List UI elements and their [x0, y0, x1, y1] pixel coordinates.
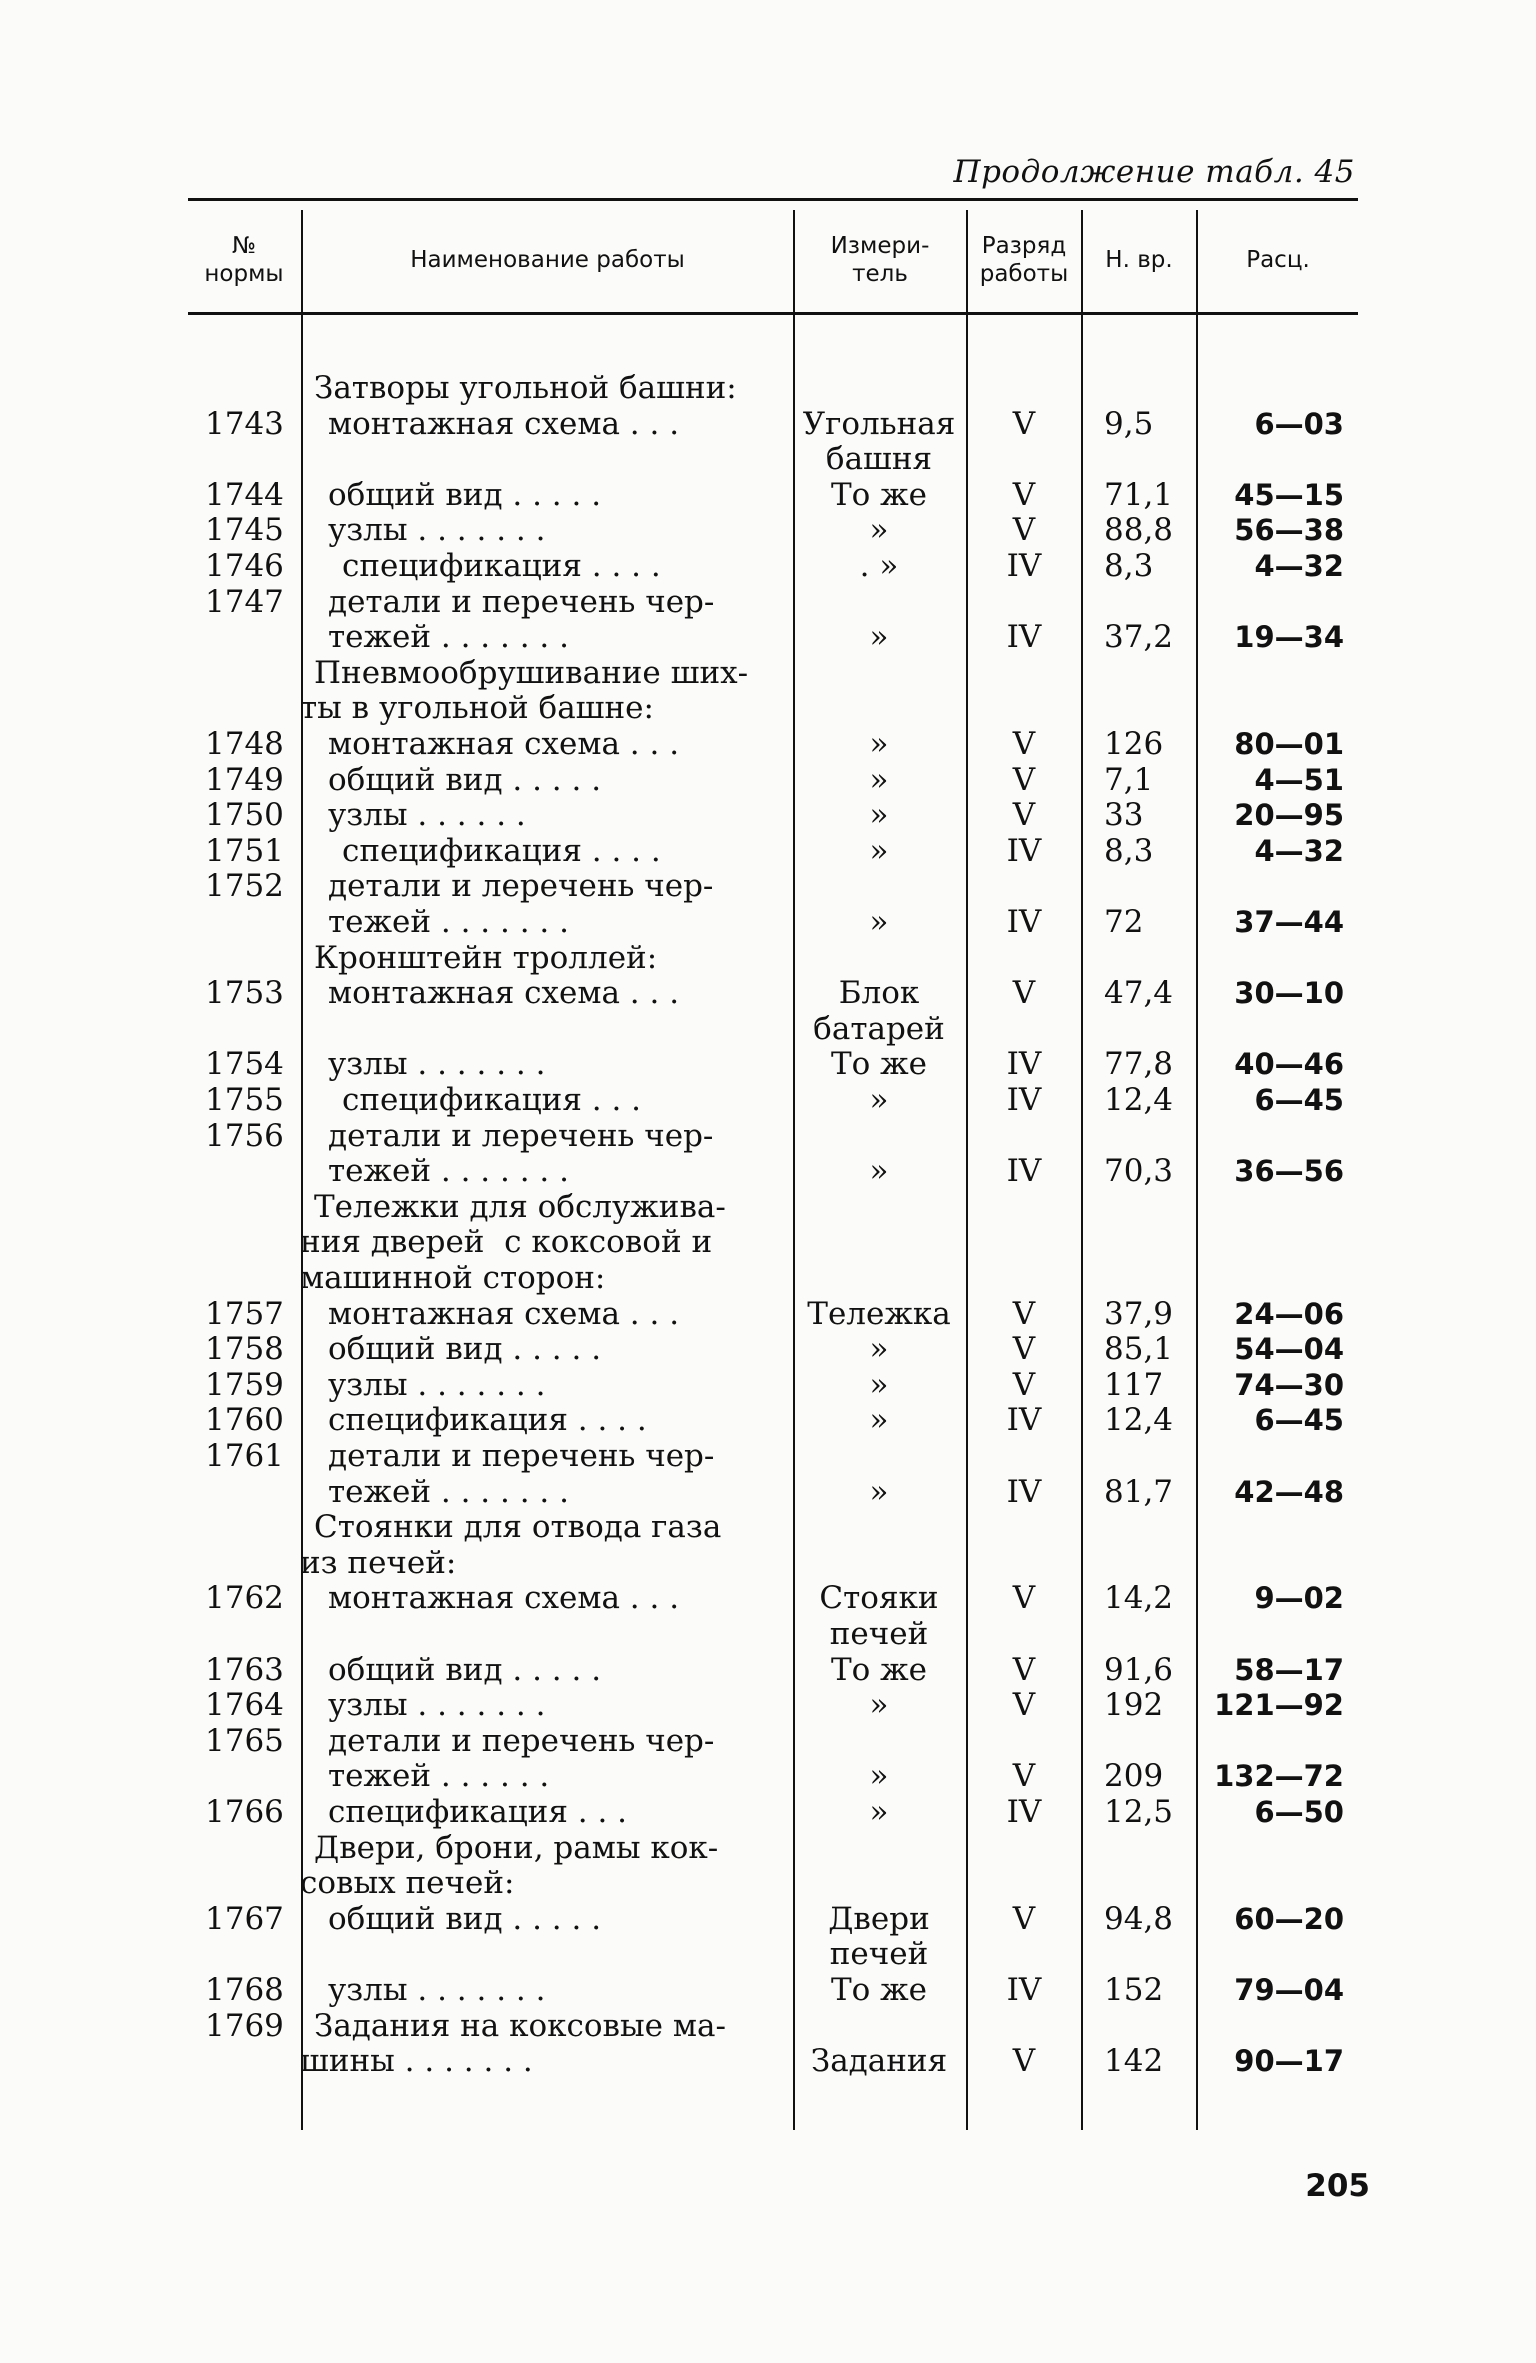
- meter-cell: »: [869, 1082, 889, 1118]
- table-row: [0, 370, 1536, 406]
- work-name-cell: Затворы угольной башни:: [314, 370, 737, 406]
- table-row: [0, 1153, 1536, 1189]
- norm-number-cell: 1745: [205, 512, 284, 549]
- time-norm-cell: 72: [1104, 904, 1144, 940]
- time-norm-cell: 77,8: [1104, 1046, 1174, 1083]
- rate-cell: 58—17: [1234, 1652, 1344, 1687]
- norm-number-cell: 1748: [205, 726, 284, 762]
- rate-cell: 6—45: [1254, 1083, 1344, 1117]
- work-name-cell: общий вид . . . . .: [328, 476, 602, 513]
- table-row: [0, 1901, 1536, 1937]
- meter-cell: »: [869, 1153, 889, 1190]
- norm-number-cell: 1758: [205, 1331, 284, 1368]
- work-name-cell: тежей . . . . . . .: [328, 1473, 569, 1510]
- work-name-cell: детали и леречень чер-: [328, 1117, 714, 1154]
- rate-cell: 4—51: [1254, 762, 1344, 797]
- table-row: [0, 1189, 1536, 1225]
- header-grade-line1: Разряд: [981, 233, 1067, 259]
- norm-number-cell: 1751: [205, 832, 284, 869]
- work-name-cell: детали и перечень чер-: [328, 1722, 715, 1759]
- grade-cell: IV: [1006, 1082, 1042, 1118]
- meter-cell: »: [869, 904, 889, 940]
- rate-cell: 45—15: [1234, 477, 1344, 512]
- table-row: [0, 1474, 1536, 1510]
- meter-cell: Тележка: [807, 1295, 951, 1332]
- rate-cell: 6—45: [1254, 1403, 1344, 1438]
- norm-number-cell: 1757: [205, 1295, 284, 1332]
- rate-cell: 36—56: [1234, 1154, 1344, 1189]
- work-name-cell: Пневмообрушивание ших-: [314, 654, 749, 691]
- grade-cell: V: [1012, 476, 1036, 513]
- header-norm-number-line2: нормы: [204, 261, 284, 287]
- norm-number-cell: 1753: [205, 975, 284, 1012]
- time-norm-cell: 81,7: [1104, 1473, 1174, 1510]
- meter-cell: »: [869, 1366, 889, 1403]
- work-name-cell: общий вид . . . . .: [328, 1651, 602, 1688]
- rate-cell: 90—17: [1234, 2044, 1344, 2079]
- norm-number-cell: 1765: [205, 1722, 284, 1759]
- table-continuation-caption: Продолжение табл. 45: [953, 154, 1355, 190]
- table-row: [0, 1723, 1536, 1759]
- rate-cell: 9—02: [1254, 1581, 1344, 1616]
- grade-cell: IV: [1006, 1046, 1042, 1083]
- meter-cell: Стояки: [819, 1580, 939, 1617]
- time-norm-cell: 37,2: [1104, 619, 1174, 656]
- grade-cell: V: [1012, 1366, 1036, 1403]
- page-number: 205: [1305, 2168, 1370, 2204]
- grade-cell: V: [1012, 797, 1036, 834]
- table-row: [0, 1296, 1536, 1332]
- table-row: [0, 1545, 1536, 1581]
- table-row: [0, 1224, 1536, 1260]
- header-work-name-text: Наименование работы: [410, 247, 685, 273]
- table-row: [0, 1972, 1536, 2008]
- header-time-norm-text: Н. вр.: [1105, 247, 1173, 273]
- time-norm-cell: 33: [1104, 797, 1144, 834]
- time-norm-cell: 8,3: [1104, 548, 1154, 584]
- rate-cell: 121—92: [1214, 1688, 1344, 1723]
- norm-number-cell: 1752: [205, 868, 284, 905]
- rate-cell: 6—50: [1254, 1795, 1344, 1829]
- table-row: [0, 655, 1536, 691]
- norm-number-cell: 1761: [205, 1438, 284, 1474]
- time-norm-cell: 126: [1104, 726, 1164, 762]
- grade-cell: V: [1012, 1758, 1036, 1795]
- table-row: [0, 1509, 1536, 1545]
- norm-number-cell: 1744: [205, 476, 284, 513]
- work-name-cell: тежей . . . . . . .: [328, 1153, 569, 1190]
- grade-cell: IV: [1006, 1153, 1042, 1190]
- rate-cell: 24—06: [1234, 1296, 1344, 1331]
- meter-cell: »: [869, 1794, 889, 1830]
- rate-cell: 80—01: [1234, 727, 1344, 761]
- meter-cell: »: [869, 1473, 889, 1510]
- grade-cell: IV: [1006, 1794, 1042, 1830]
- table-row: [0, 1367, 1536, 1403]
- rate-cell: 74—30: [1234, 1367, 1344, 1402]
- meter-cell: »: [869, 761, 889, 798]
- rate-cell: 37—44: [1234, 905, 1344, 939]
- header-norm-number-line1: №: [232, 233, 256, 259]
- table-row: [0, 477, 1536, 513]
- grade-cell: IV: [1006, 619, 1042, 656]
- work-name-cell: спецификация . . .: [328, 1794, 628, 1830]
- norm-number-cell: 1746: [205, 548, 284, 584]
- rate-cell: 60—20: [1234, 1901, 1344, 1936]
- meter-cell: Двери: [828, 1900, 930, 1937]
- rate-cell: 20—95: [1234, 798, 1344, 833]
- table-row: [0, 1438, 1536, 1474]
- work-name-cell: Кронштейн троллей:: [314, 939, 658, 976]
- table-row: [0, 1616, 1536, 1652]
- norm-number-cell: 1763: [205, 1651, 284, 1688]
- norm-number-cell: 1749: [205, 761, 284, 798]
- work-name-cell: общий вид . . . . .: [328, 761, 602, 798]
- table-row: [0, 1936, 1536, 1972]
- rate-cell: 79—04: [1234, 1973, 1344, 2007]
- table-row: [0, 1046, 1536, 1082]
- meter-cell: То же: [830, 1972, 928, 2008]
- meter-cell: Блок: [838, 975, 920, 1012]
- time-norm-cell: 192: [1104, 1687, 1164, 1724]
- meter-cell: »: [869, 832, 889, 869]
- table-row: [0, 1011, 1536, 1047]
- table-row: [0, 1260, 1536, 1296]
- table-row: [0, 868, 1536, 904]
- table-row: [0, 1687, 1536, 1723]
- meter-cell: »: [869, 797, 889, 834]
- work-name-cell: из печей:: [300, 1544, 457, 1581]
- table-row: [0, 1402, 1536, 1438]
- grade-cell: V: [1012, 726, 1036, 762]
- time-norm-cell: 71,1: [1104, 476, 1174, 513]
- work-name-cell: узлы . . . . . . .: [328, 1687, 546, 1724]
- table-row: [0, 904, 1536, 940]
- table-row: [0, 406, 1536, 442]
- grade-cell: V: [1012, 1900, 1036, 1937]
- rate-cell: 132—72: [1214, 1759, 1344, 1794]
- norm-number-cell: 1769: [205, 2007, 284, 2044]
- grade-cell: IV: [1006, 904, 1042, 940]
- rate-cell: 56—38: [1234, 513, 1344, 548]
- work-name-cell: узлы . . . . . . .: [328, 1972, 546, 2008]
- table-row: [0, 762, 1536, 798]
- work-name-cell: Двери, брони, рамы кок-: [314, 1829, 719, 1866]
- grade-cell: IV: [1006, 1473, 1042, 1510]
- table-row: [0, 1331, 1536, 1367]
- work-name-cell: детали и перечень чер-: [328, 583, 715, 620]
- work-name-cell: монтажная схема . . .: [328, 1295, 680, 1332]
- time-norm-cell: 85,1: [1104, 1331, 1174, 1368]
- rate-cell: 4—32: [1254, 549, 1344, 583]
- time-norm-cell: 91,6: [1104, 1651, 1174, 1688]
- work-name-cell: узлы . . . . . .: [328, 797, 526, 834]
- table-row: [0, 1652, 1536, 1688]
- table-row: [0, 441, 1536, 477]
- grade-cell: V: [1012, 405, 1036, 442]
- grade-cell: IV: [1006, 548, 1042, 584]
- meter-cell: »: [869, 1402, 889, 1439]
- table-row: [0, 1758, 1536, 1794]
- grade-cell: IV: [1006, 1402, 1042, 1439]
- work-name-cell: общий вид . . . . .: [328, 1900, 602, 1937]
- table-row: [0, 975, 1536, 1011]
- rate-cell: 54—04: [1234, 1332, 1344, 1367]
- meter-cell: »: [869, 619, 889, 656]
- grade-cell: IV: [1006, 832, 1042, 869]
- work-name-cell: общий вид . . . . .: [328, 1331, 602, 1368]
- rate-cell: 40—46: [1234, 1047, 1344, 1082]
- norm-number-cell: 1754: [205, 1046, 284, 1083]
- table-row: [0, 1118, 1536, 1154]
- meter-cell: батарей: [813, 1010, 945, 1047]
- work-name-cell: монтажная схема . . .: [328, 405, 680, 442]
- meter-cell: »: [869, 1331, 889, 1368]
- grade-cell: V: [1012, 1295, 1036, 1332]
- work-name-cell: узлы . . . . . . .: [328, 512, 546, 549]
- norm-number-cell: 1756: [205, 1117, 284, 1154]
- table-row: [0, 726, 1536, 762]
- work-name-cell: ния дверей с коксовой и: [300, 1224, 713, 1261]
- table-row: [0, 512, 1536, 548]
- work-name-cell: тежей . . . . . .: [328, 1758, 550, 1795]
- time-norm-cell: 88,8: [1104, 512, 1174, 549]
- work-name-cell: машинной сторон:: [300, 1260, 606, 1296]
- time-norm-cell: 12,4: [1104, 1402, 1174, 1439]
- table-row: [0, 2008, 1536, 2044]
- norm-number-cell: 1766: [205, 1794, 284, 1830]
- time-norm-cell: 94,8: [1104, 1900, 1174, 1937]
- meter-cell: печей: [829, 1616, 929, 1652]
- meter-cell: То же: [830, 476, 928, 513]
- table-row: [0, 584, 1536, 620]
- work-name-cell: Тележки для обслужива-: [314, 1188, 726, 1225]
- work-name-cell: спецификация . . . .: [342, 832, 661, 869]
- header-grade-line2: работы: [979, 261, 1069, 287]
- grade-cell: V: [1012, 975, 1036, 1012]
- table-row: [0, 1580, 1536, 1616]
- norm-number-cell: 1743: [205, 405, 284, 442]
- header-meter-line1: Измери-: [830, 233, 930, 259]
- time-norm-cell: 142: [1104, 2043, 1164, 2080]
- time-norm-cell: 14,2: [1104, 1580, 1174, 1617]
- time-norm-cell: 70,3: [1104, 1153, 1174, 1190]
- work-name-cell: узлы . . . . . . .: [328, 1046, 546, 1083]
- header-meter-line2: тель: [852, 261, 908, 287]
- time-norm-cell: 8,3: [1104, 832, 1154, 869]
- meter-cell: . »: [859, 548, 899, 584]
- norm-number-cell: 1747: [205, 583, 284, 620]
- meter-cell: То же: [830, 1651, 928, 1688]
- work-name-cell: монтажная схема . . .: [328, 975, 680, 1012]
- table-row: [0, 1082, 1536, 1118]
- meter-cell: »: [869, 1758, 889, 1795]
- work-name-cell: совых печей:: [300, 1865, 515, 1902]
- time-norm-cell: 7,1: [1104, 761, 1154, 798]
- norm-number-cell: 1767: [205, 1900, 284, 1937]
- meter-cell: печей: [829, 1936, 929, 1973]
- time-norm-cell: 37,9: [1104, 1295, 1174, 1332]
- norm-number-cell: 1764: [205, 1687, 284, 1724]
- table-row: [0, 940, 1536, 976]
- norm-number-cell: 1762: [205, 1580, 284, 1617]
- time-norm-cell: 209: [1104, 1758, 1164, 1795]
- work-name-cell: тежей . . . . . . .: [328, 904, 569, 940]
- norm-number-cell: 1759: [205, 1366, 284, 1403]
- rate-cell: 30—10: [1234, 976, 1344, 1011]
- time-norm-cell: 9,5: [1104, 405, 1154, 442]
- work-name-cell: Стоянки для отвода газа: [314, 1509, 722, 1546]
- grade-cell: IV: [1006, 1972, 1042, 2008]
- meter-cell: »: [869, 512, 889, 549]
- grade-cell: V: [1012, 1687, 1036, 1724]
- rate-cell: 6—03: [1254, 406, 1344, 441]
- table-row: [0, 619, 1536, 655]
- work-name-cell: спецификация . . . .: [342, 548, 661, 584]
- meter-cell: То же: [830, 1046, 928, 1083]
- table-row: [0, 1865, 1536, 1901]
- table-row: [0, 833, 1536, 869]
- norm-number-cell: 1768: [205, 1972, 284, 2008]
- meter-cell: »: [869, 726, 889, 762]
- rate-cell: 4—32: [1254, 833, 1344, 868]
- grade-cell: V: [1012, 1651, 1036, 1688]
- meter-cell: Задания: [810, 2043, 948, 2080]
- grade-cell: V: [1012, 1580, 1036, 1617]
- rate-cell: 42—48: [1234, 1474, 1344, 1509]
- time-norm-cell: 152: [1104, 1972, 1164, 2008]
- norm-number-cell: 1755: [205, 1082, 284, 1118]
- grade-cell: V: [1012, 2043, 1036, 2080]
- grade-cell: V: [1012, 1331, 1036, 1368]
- table-row: [0, 690, 1536, 726]
- work-name-cell: монтажная схема . . .: [328, 1580, 680, 1617]
- work-name-cell: монтажная схема . . .: [328, 726, 680, 762]
- time-norm-cell: 47,4: [1104, 975, 1174, 1012]
- work-name-cell: Задания на коксовые ма-: [314, 2007, 726, 2044]
- header-rate-text: Расц.: [1246, 247, 1310, 273]
- table-row: [0, 1794, 1536, 1830]
- grade-cell: V: [1012, 512, 1036, 549]
- work-name-cell: ты в угольной башне:: [300, 690, 654, 727]
- rate-cell: 19—34: [1234, 620, 1344, 655]
- work-name-cell: детали и перечень чер-: [328, 1438, 715, 1474]
- work-name-cell: спецификация . . .: [342, 1082, 642, 1118]
- table-row: [0, 548, 1536, 584]
- meter-cell: Угольная: [802, 405, 956, 442]
- table-row: [0, 2043, 1536, 2079]
- work-name-cell: шины . . . . . . .: [300, 2043, 533, 2080]
- meter-cell: »: [869, 1687, 889, 1724]
- table-row: [0, 797, 1536, 833]
- norm-number-cell: 1750: [205, 797, 284, 834]
- work-name-cell: узлы . . . . . . .: [328, 1366, 546, 1403]
- norm-number-cell: 1760: [205, 1402, 284, 1439]
- work-name-cell: детали и леречень чер-: [328, 868, 714, 905]
- grade-cell: V: [1012, 761, 1036, 798]
- time-norm-cell: 12,5: [1104, 1794, 1174, 1830]
- time-norm-cell: 12,4: [1104, 1082, 1174, 1118]
- time-norm-cell: 117: [1104, 1366, 1164, 1403]
- work-name-cell: спецификация . . . .: [328, 1402, 647, 1439]
- table-row: [0, 1830, 1536, 1866]
- meter-cell: башня: [825, 441, 933, 478]
- work-name-cell: тежей . . . . . . .: [328, 619, 569, 656]
